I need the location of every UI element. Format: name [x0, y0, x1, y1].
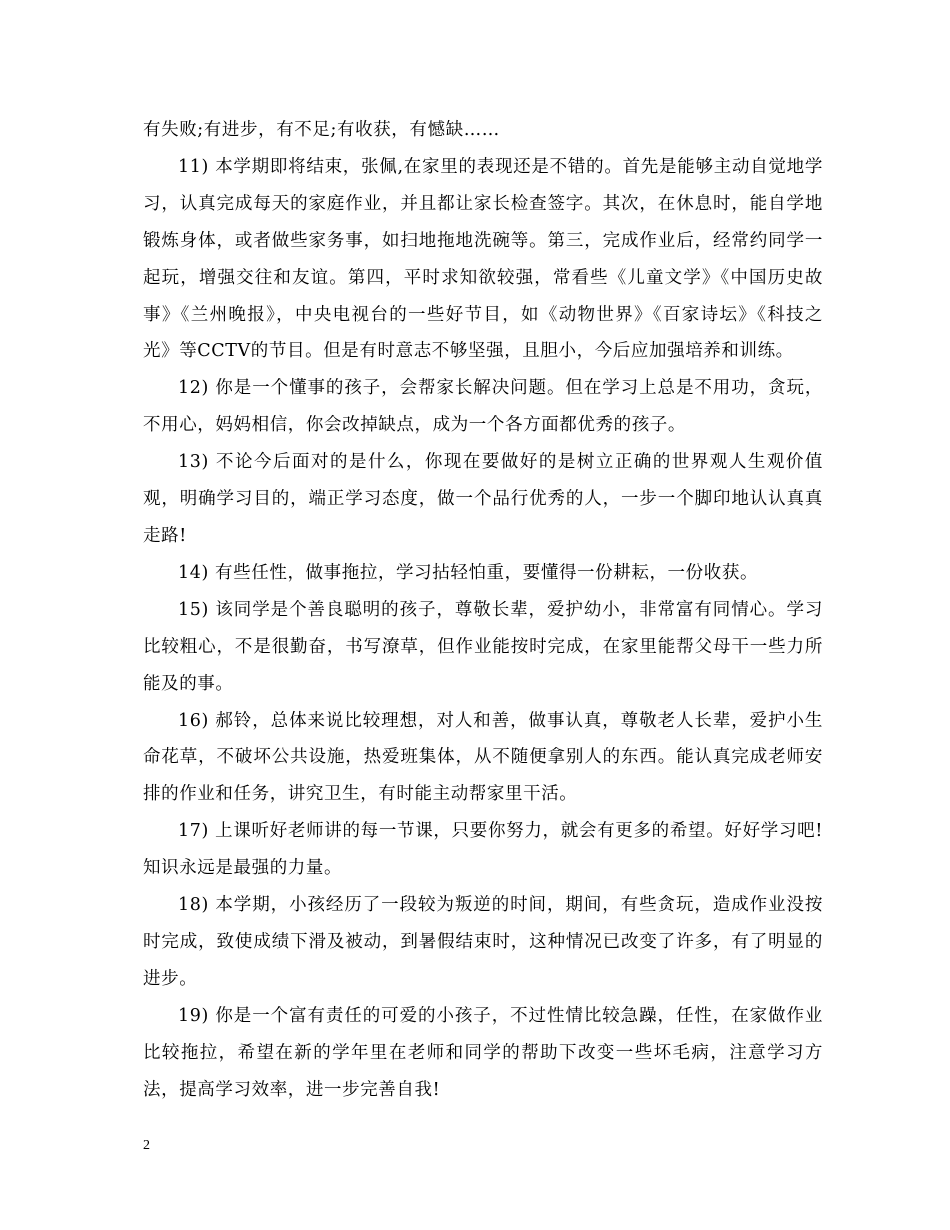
page-number: 2: [143, 1138, 150, 1153]
paragraph-item-16: 16) 郝铃，总体来说比较理想，对人和善，做事认真，尊敬老人长辈，爱护小生命花草，不破坏公共设施，热爱班集体，从不随便拿别人的东西。能认真完成老师安排的作业和任务，讲究卫生，有时能主动帮家里干活。: [143, 710, 823, 805]
paragraph-item-13: 13) 不论今后面对的是什么，你现在要做好的是树立正确的世界观人生观价值观，明确学习目的，端正学习态度，做一个品行优秀的人，一步一个脚印地认认真真走路!: [143, 452, 823, 546]
paragraph-item-11: 11) 本学期即将结束，张佩,在家里的表现还是不错的。首先是能够主动自觉地学习，认真完成每天的家庭作业，并且都让家长检查签字。其次，在休息时，能自学地锻炼身体，或者做些家务事，如扫地拖地洗碗等。第三，完成作业后，经常约同学一起玩，增强交往和友谊。第四，平时求知欲较强，常看些《儿童文学》《中国历史故事》《兰州晚报》，中央电视台的一些好节目，如《动物世界》《百家诗坛》《科技之光》等CCTV的节目。但是有时意志不够坚强，且胆小，今后应加强培养和训练。: [143, 156, 823, 362]
paragraph-item-18: 18) 本学期，小孩经历了一段较为叛逆的时间，期间，有些贪玩，造成作业没按时完成，致使成绩下滑及被动，到暑假结束时，这种情况已改变了许多，有了明显的进步。: [143, 895, 823, 989]
paragraph-item-17: 17) 上课听好老师讲的每一节课，只要你努力，就会有更多的希望。好好学习吧!知识永远是最强的力量。: [143, 821, 823, 879]
paragraph-item-12: 12) 你是一个懂事的孩子，会帮家长解决问题。但在学习上总是不用功，贪玩，不用心，妈妈相信，你会改掉缺点，成为一个各方面都优秀的孩子。: [143, 378, 823, 436]
paragraph-continuation: 有失败;有进步，有不足;有收获，有憾缺……: [143, 120, 500, 140]
paragraph-item-19: 19) 你是一个富有责任的可爱的小孩子，不过性情比较急躁，任性，在家做作业比较拖拉，希望在新的学年里在老师和同学的帮助下改变一些坏毛病，注意学习方法，提高学习效率，进一步完善自我!: [143, 1005, 823, 1100]
body-text: [143, 112, 823, 1108]
paragraph-item-14: 14) 有些任性，做事拖拉，学习拈轻怕重，要懂得一份耕耘，一份收获。: [178, 562, 759, 583]
paragraph-item-15: 15) 该同学是个善良聪明的孩子，尊敬长辈，爱护幼小，非常富有同情心。学习比较粗心，不是很勤奋，书写潦草，但作业能按时完成，在家里能帮父母干一些力所能及的事。: [143, 599, 823, 694]
